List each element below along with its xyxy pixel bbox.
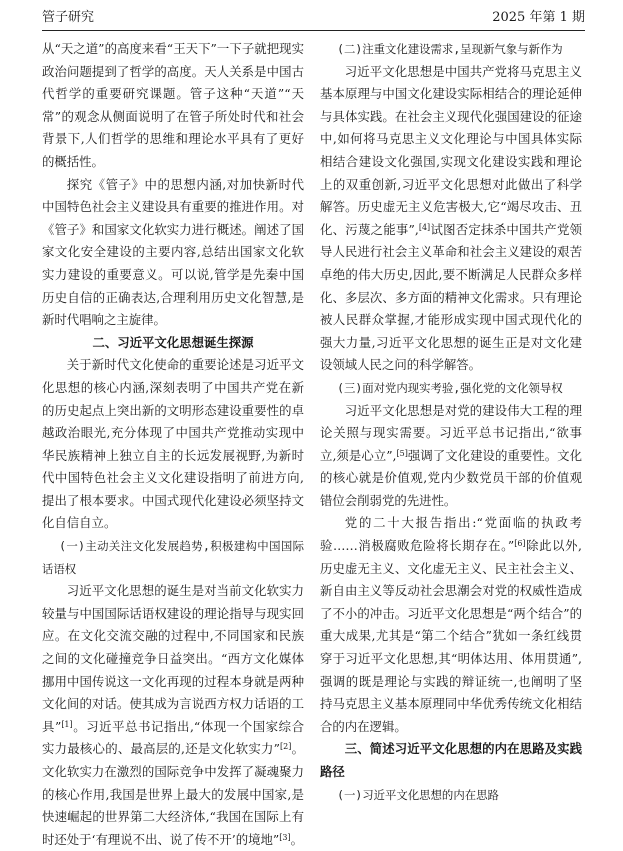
subsection-heading: (二)注重文化建设需求,呈现新气象与新作为 — [337, 42, 563, 56]
paragraph-text: 。文化软实力在激烈的国际竞争中发挥了凝魂聚力的核心作用,我国是世界上最大的发展中国家,是快速崛起的世界第二大经济体,“我国在国际上有时还处于‘有理说不出、说了传不开’的境地” — [42, 741, 304, 847]
paragraph: 探究《管子》中的思想内涵,对加快新时代中国特色社会主义建设具有重要的推进作用。对《管子》和国家文化软实力进行概述。阐述了国家文化安全建设的主要内容,总结出国家文化软实力建设的重要意义。可以说,管学是先秦中国历史自信的正确表达,合理利用历史文化智慧,是新时代唱响之主旋律。 — [42, 176, 304, 328]
paragraph-text: 习近平文化思想的诞生是对当前文化软实力较量与中国国际话语权建设的理论指导与现实回应。在文化交流交融的过程中,不同国家和民族之间的文化碰撞竞争日益突出。“西方文化媒体挪用中国传说这一文化再现的过程本身就是两种文化间的对话。使其成为言说西方权力话语的工具” — [42, 583, 304, 734]
citation-ref: [3] — [279, 832, 291, 842]
paragraph-text: 。习近平总书记指出,“体现一个国家综合实力最核心的、最高层的,还是文化软实力” — [42, 718, 304, 757]
journal-name: 管子研究 — [42, 10, 95, 25]
paragraph: 关于新时代文化使命的重要论述是习近平文化思想的核心内涵,深刻表明了中国共产党在新的历史起点上突出新的文明形态建设重要性的卓越政治眼光,充分体现了中国共产党推动实现中华民族精神上独立自主的长远发展视野,为新时代中国特色社会主义文化建设指明了前进方向,提出了根本要求。中国式现代化建设必须坚持文化自信自立。 — [42, 357, 304, 531]
paragraph-text: 习近平文化思想是对党的建设伟大工程的理论关照与现实需要。习近平总书记指出,“欲事立,须是心立”, — [320, 402, 582, 463]
issue-label: 2025 年第 1 期 — [492, 10, 585, 25]
paragraph: 从“天之道”的高度来看“王天下”一下子就把现实政治问题提到了哲学的高度。天人关系是中国古代哲学的重要研究课题。管子这种“天道”“天常”的观念从侧面说明了在管子所处时代和社会背景下,人们哲学的思维和理论水平具有了更好的概括性。 — [42, 41, 304, 169]
subsection-heading: (一)主动关注文化发展趋势,积极建构中国国际话语权 — [42, 539, 304, 576]
citation-ref: [2] — [280, 742, 292, 752]
citation-ref: [1] — [61, 719, 73, 729]
paragraph — [320, 400, 582, 513]
paragraph-text: 党的二十大报告指出:“党面临的执政考验……消极腐败危险将长期存在。” — [320, 515, 582, 554]
section-heading: 三、简述习近平文化思想的内在思路及实践路径 — [320, 741, 582, 779]
paragraph-text: 。 — [290, 831, 303, 847]
paragraph — [320, 512, 582, 738]
paragraph-text: 强调了文化建设的重要性。文化的核心就是价值观,党内少数党员干部的价值观错位会削弱党的先进性。 — [320, 447, 583, 508]
right-column — [320, 38, 583, 802]
paragraph — [42, 580, 304, 851]
paragraph-text: 习近平文化思想是中国共产党将马克思主义基本原理与中国文化建设实际相结合的理论延伸与具体实践。在社会主义现代化强国建设的征途中,如何将马克思主义文化理论与中国具体实际相结合建设文化强国,实现文化建设实践和理论上的双重创新,习近平文化思想对此做出了科学解答。历史虚无主义危害极大,它“竭尽攻击、丑化、污蔑之能事”, — [320, 63, 582, 237]
paragraph-text: 试图否定抹杀中国共产党领导人民进行社会主义革命和社会主义建设的艰苦卓绝的伟大历史,因此,要不断满足人民群众多样化、多层次、多方面的精神文化需求。只有理论被人民群众掌握,才能形成实现中国式现代化的强大力量,习近平文化思想的诞生正是对文化建设领域人民之问的科学解答。 — [320, 221, 583, 373]
subsection-heading: (一)习近平文化思想的内在思路 — [337, 787, 499, 802]
subsection-heading: (三)面对党内现实考验,强化党的文化领导权 — [337, 380, 563, 395]
citation-ref: [5] — [396, 448, 408, 458]
paragraph — [320, 61, 582, 377]
citation-ref: [4] — [418, 222, 431, 232]
paragraph-text: 除此以外,历史虚无主义、文化虚无主义、民主社会主义、新自由主义等反动社会思潮会对党的权威性造成了不小的冲击。习近平文化思想是“两个结合”的重大成果,尤其是“第二个结合”犹如一条红线贯穿于习近平文化思想,其“明体达用、体用贯通”,强调的既是理论与实践的辩证统一,也阐明了坚持马克思主义基本原理同中华优秀传统文化相结合的内在逻辑。 — [320, 538, 582, 734]
left-column — [42, 38, 304, 847]
section-heading: 二、习近平文化思想诞生探源 — [92, 334, 254, 350]
citation-ref: [6] — [514, 539, 526, 549]
page-header — [42, 6, 585, 31]
